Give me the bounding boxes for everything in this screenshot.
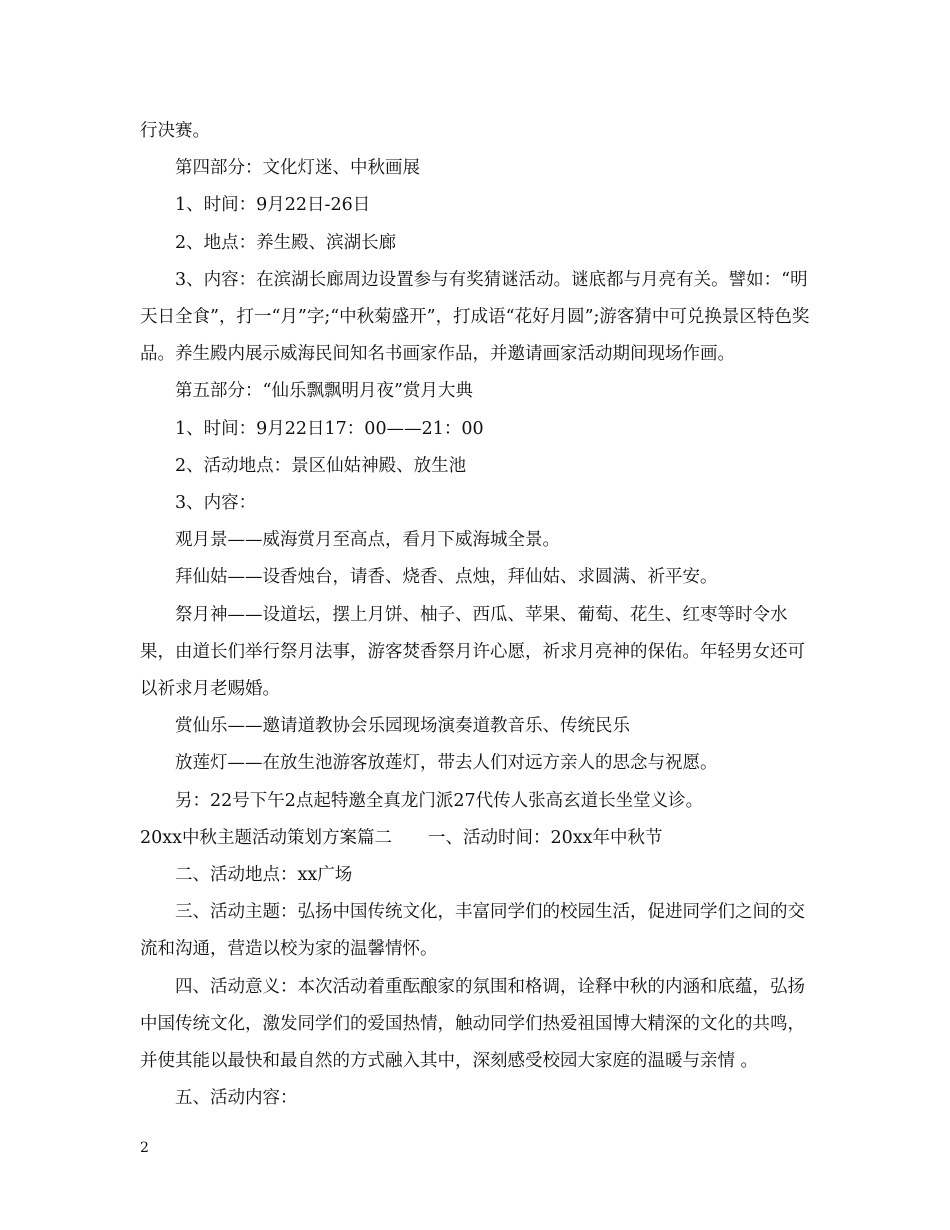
- paragraph: 1、时间：9月22日-26日: [175, 195, 371, 216]
- section-heading-part5: 第五部分：“仙乐飘飘明月夜”赏月大典: [175, 381, 473, 402]
- section-heading-part4: 第四部分：文化灯迷、中秋画展: [175, 158, 420, 179]
- activity-time: 一、活动时间：20xx年中秋节: [428, 827, 663, 848]
- paragraph: 五、活动内容：: [175, 1088, 298, 1109]
- page-number: 2: [140, 1140, 149, 1156]
- paragraph: 1、时间：9月22日17：00——21：00: [175, 418, 484, 439]
- paragraph: 二、活动地点：xx广场: [175, 865, 353, 886]
- paragraph: 2、活动地点：景区仙姑神殿、放生池: [175, 455, 467, 476]
- paragraph: 3、内容：在滨湖长廊周边设置参与有奖猜谜活动。谜底都与月亮有关。譬如：“明天日全食”，打一“月”字;“中秋菊盛开”，打成语“花好月圆”;游客猜中可兑换景区特色奖品。养生殿内展示威海民间知名书画家作品，并邀请画家活动期间现场作画。: [140, 269, 810, 365]
- paragraph: 赏仙乐——邀请道教协会乐园现场演奏道教音乐、传统民乐: [175, 716, 630, 737]
- paragraph: 四、活动意义：本次活动着重酝酿家的氛围和格调，诠释中秋的内涵和底蕴，弘扬中国传统文化，激发同学们的爱国热情，触动同学们热爱祖国博大精深的文化的共鸣，并使其能以最快和最自然的方式融入其中，深刻感受校园大家庭的温暖与亲情 。: [140, 976, 805, 1072]
- paragraph: 行决赛。: [140, 121, 210, 141]
- article-heading-line: [140, 820, 812, 857]
- document-body: [140, 113, 812, 1117]
- paragraph: 另：22号下午2点起特邀全真龙门派27代传人张高玄道长坐堂义诊。: [175, 790, 704, 811]
- paragraph: 观月景——威海赏月至高点，看月下威海城全景。: [175, 530, 560, 551]
- article-title: 20xx中秋主题活动策划方案篇二: [140, 827, 393, 848]
- paragraph: 拜仙姑——设香烛台，请香、烧香、点烛，拜仙姑、求圆满、祈平安。: [175, 567, 718, 588]
- paragraph: 3、内容：: [175, 493, 257, 514]
- paragraph: 三、活动主题：弘扬中国传统文化，丰富同学们的校园生活，促进同学们之间的交流和沟通，营造以校为家的温馨情怀。: [140, 902, 805, 960]
- paragraph: 2、地点：养生殿、滨湖长廊: [175, 232, 397, 253]
- paragraph: 放莲灯——在放生池游客放莲灯，带去人们对远方亲人的思念与祝愿。: [175, 753, 718, 774]
- paragraph: 祭月神——设道坛，摆上月饼、柚子、西瓜、苹果、葡萄、花生、红枣等时令水果，由道长们举行祭月法事，游客焚香祭月许心愿，祈求月亮神的保佑。年轻男女还可以祈求月老赐婚。: [140, 604, 805, 700]
